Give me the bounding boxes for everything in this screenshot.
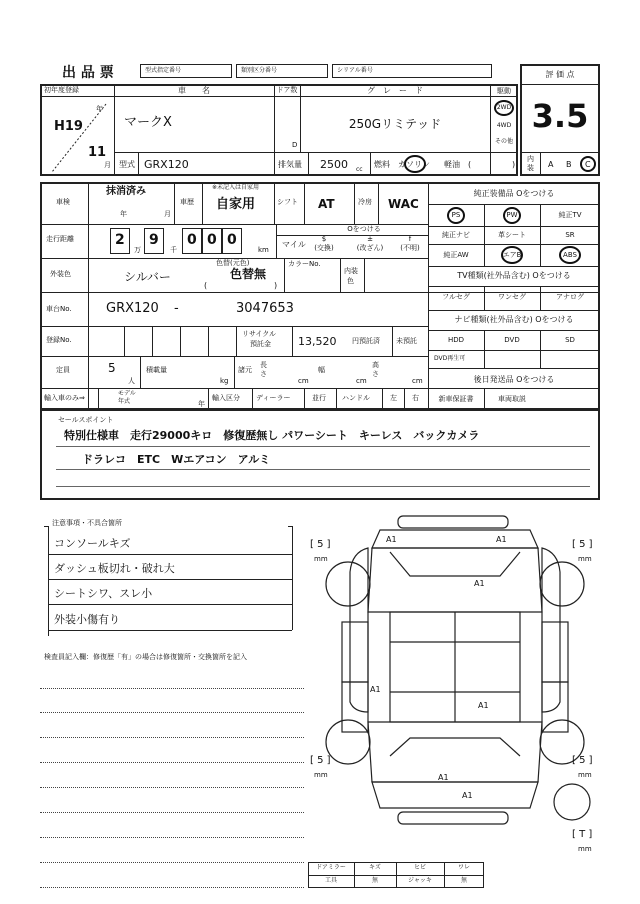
model-cert-no-label: 型式指定番号 (145, 67, 182, 74)
tire-fl: [ 5 ] (310, 539, 331, 550)
note-item-4: 外装小傷有り (54, 613, 120, 626)
history-note: ※未記入は自家用 (212, 184, 260, 191)
shaken-month: 月 (164, 210, 171, 218)
chassis-label: 車台No. (46, 305, 72, 313)
import-class-label: 輸入区分 (212, 394, 240, 402)
color-change-label: 色替(元色) (216, 259, 250, 267)
tv-title: TV種類(社外品含む) Oをつける (457, 271, 571, 280)
first-reg-label: 初年度登録 (44, 86, 79, 94)
acc-scratch: キズ (369, 864, 381, 871)
import-label: 輸入車のみ⇒ (44, 394, 85, 402)
first-reg-year-unit: 年 (96, 105, 103, 113)
interior-b: B (566, 160, 572, 169)
color-paren-l: ( (204, 281, 208, 290)
equipment-title: 純正装備品 Oをつける (473, 189, 555, 198)
chassis-dash: - (174, 301, 179, 316)
tire-fr: [ 5 ] (572, 539, 593, 550)
capacity-unit: 人 (128, 377, 135, 385)
mileage-digit-5: 0 (227, 232, 237, 248)
acc-mirror: ドアミラー (316, 864, 346, 871)
navi-dvd: DVD (504, 336, 520, 344)
rating-value: 3.5 (531, 97, 589, 135)
equip-abs: ABS (563, 251, 577, 259)
drive-4wd: 4WD (496, 122, 512, 129)
rating-label: 評 価 点 (545, 70, 575, 79)
sen-unit: 千 (170, 246, 177, 254)
note-item-2: ダッシュ板切れ・破れ大 (54, 562, 175, 575)
shaken-year: 年 (120, 210, 127, 218)
first-reg-slash (40, 96, 114, 176)
damage-mark-4: A1 (370, 685, 381, 694)
model-year-unit: 年 (198, 400, 205, 408)
capacity-value: 5 (108, 361, 116, 375)
shaken-label: 車検 (56, 198, 70, 206)
note-item-3: シートシワ、スレ小 (54, 587, 153, 600)
equip-abs-circle (559, 246, 581, 264)
equip-tv: 純正TV (558, 211, 582, 219)
grade-value: 250Gリミテッド (348, 117, 442, 131)
fuel-gas: ガソリン (398, 160, 430, 169)
sales-points-label: セールスポイント (58, 416, 114, 424)
acc-jack-value: 無 (460, 877, 467, 884)
displacement-label: 排気量 (278, 160, 302, 169)
height-cm-unit: cm (412, 377, 423, 385)
kg-unit: kg (220, 377, 229, 385)
tire-rr-unit: mm (578, 771, 592, 779)
interior-color-label-2: 色 (347, 277, 354, 285)
chassis-number: 3047653 (236, 301, 294, 316)
tire-rl: [ 5 ] (310, 755, 331, 766)
first-reg-month: 11 (88, 145, 107, 160)
damage-mark-2: A1 (496, 535, 507, 544)
name-value: マークX (124, 115, 172, 130)
interior-color-label-1: 内装 (344, 267, 358, 275)
inspector-label: 検査員記入欄：修復歴「有」の場合は修復箇所・交換箇所を記入 (44, 653, 247, 661)
dealer-label: ディーラー (256, 394, 291, 402)
serial-no-label: シリアル番号 (337, 67, 373, 74)
fuel-label: 燃料 (374, 160, 390, 169)
acc-tools-value: 無 (371, 877, 378, 884)
recycle-unpaid: 未預託 (396, 337, 417, 345)
first-reg-month-unit: 月 (104, 161, 111, 169)
interior-c-circle (580, 156, 596, 172)
model-value: GRX120 (144, 158, 189, 171)
tire-spare-unit: mm (578, 845, 592, 853)
mileage-digit-1: 2 (115, 232, 125, 248)
tire-rl-unit: mm (314, 771, 328, 779)
acc-break: ワレ (457, 864, 470, 871)
damage-mark-5: A1 (478, 701, 489, 710)
fuel-gas-circle (404, 155, 426, 173)
color-value: シルバー (124, 270, 171, 284)
doors-label: ドア数 (276, 86, 298, 94)
dvd-label: DVD再生可 (434, 355, 466, 362)
damage-mark-6: A1 (438, 773, 449, 782)
length-cm-unit: cm (298, 377, 309, 385)
class-no-label: 類別区分番号 (241, 67, 278, 74)
meter-exchange-sym: $ (321, 235, 327, 243)
notes-label: 注意事項・不具合箇所 (52, 519, 122, 527)
tire-spare: [ T ] (572, 829, 593, 840)
damage-mark-7: A1 (462, 791, 473, 800)
later-manual: 車両取説 (498, 395, 526, 403)
recycle-paid: 円預託済 (352, 337, 380, 345)
navi-hdd: HDD (447, 336, 465, 344)
meter-exchange: (交換) (314, 244, 334, 252)
sales-points-line-2: ドラレコ ETC Wエアコン アルミ (82, 453, 271, 466)
mileage-digit-2: 9 (149, 232, 159, 248)
fuel-paren-l: ( (468, 160, 472, 169)
damage-mark-1: A1 (386, 535, 397, 544)
reg-no-label: 登録No. (46, 336, 72, 344)
meter-unknown-sym: f (408, 235, 412, 243)
drive-2wd: 2WD (496, 104, 512, 111)
later-title: 後日発送品 Oをつける (473, 375, 555, 384)
fuel-paren-r: ) (512, 160, 516, 169)
interior-a: A (548, 160, 554, 169)
ac-value: WAC (388, 197, 419, 211)
sales-points-line-1: 特別仕様車 走行29000キロ 修復歴無し パワーシート キーレス バックカメラ (64, 429, 480, 442)
meter-altered-sym: ± (367, 235, 373, 243)
dims-label: 諸元 (238, 366, 252, 374)
navi-title: ナビ種類(社外品含む) Oをつける (454, 315, 574, 324)
tv-analog: アナログ (556, 293, 584, 301)
recycle-value: 13,520 (298, 335, 337, 348)
model-year-label-2: 年式 (118, 398, 131, 405)
mileage-digit-3: 0 (187, 232, 197, 248)
later-warranty: 新車保証書 (438, 395, 474, 403)
damage-mark-3: A1 (474, 579, 485, 588)
color-paren-r: ) (274, 281, 278, 290)
meter-unknown: (不明) (400, 244, 420, 252)
km-unit: km (258, 246, 269, 254)
equip-pw-circle (503, 207, 521, 224)
sheet-title: 出 品 票 (62, 65, 114, 81)
shaken-value: 抹消済み (106, 186, 146, 197)
left-label: 左 (390, 394, 397, 402)
width-cm-unit: cm (356, 377, 367, 385)
equip-leather: 革シート (498, 231, 526, 239)
interior-c: C (585, 160, 591, 169)
navi-sd: SD (565, 336, 575, 344)
mileage-digit-4: 0 (207, 232, 217, 248)
height-label-2: さ (372, 370, 379, 378)
model-year-label-1: モデル (118, 390, 136, 397)
displacement-value: 2500 (320, 158, 348, 171)
man-unit: 万 (134, 246, 141, 254)
recycle-label-2: 預託金 (250, 340, 271, 348)
height-label-1: 高 (372, 361, 379, 369)
grade-label: グ レ ー ド (367, 86, 423, 95)
chassis-model: GRX120 (106, 301, 159, 316)
tire-fr-unit: mm (578, 555, 592, 563)
car-diagram (310, 512, 600, 858)
equip-ps-circle (447, 207, 465, 224)
tire-rr: [ 5 ] (572, 755, 593, 766)
meter-altered: (改ざん) (356, 244, 384, 252)
color-no-label: カラーNo. (288, 260, 321, 268)
interior-label-2: 装 (527, 164, 534, 172)
equip-airbag: エアB (502, 251, 522, 259)
interior-label-1: 内 (527, 155, 534, 163)
drive-other: その他 (494, 138, 513, 145)
circle-note: Oをつける (347, 225, 381, 233)
history-value: 自家用 (216, 197, 256, 212)
ac-label: 冷房 (358, 198, 372, 206)
drive-label: 駆動 (497, 87, 511, 95)
fuel-diesel: 軽油 (444, 160, 460, 169)
color-label: 外装色 (50, 270, 71, 278)
equip-pw: PW (506, 211, 518, 219)
equip-ps: PS (451, 211, 461, 219)
shift-label: シフト (277, 198, 298, 206)
name-label: 車 名 (178, 86, 210, 95)
load-label: 積載量 (146, 366, 167, 374)
mileage-label: 走行距離 (46, 235, 74, 243)
right-label: 右 (412, 394, 419, 402)
color-change-value: 色替無 (230, 267, 267, 281)
doors-value: D (292, 141, 298, 149)
equip-airbag-circle (501, 246, 523, 264)
equip-sr: SR (565, 231, 575, 239)
handle-label: ハンドル (342, 394, 370, 402)
acc-jack: ジャッキ (408, 877, 432, 884)
capacity-label: 定員 (56, 366, 70, 374)
width-label: 幅 (318, 366, 325, 374)
cc-unit: cc (356, 166, 363, 173)
tv-oneseg: ワンセグ (498, 293, 526, 301)
history-label: 車歴 (180, 198, 194, 206)
parallel-label: 並行 (312, 394, 326, 402)
note-item-1: コンソールキズ (54, 537, 131, 550)
equip-navi: 純正ナビ (442, 231, 470, 239)
model-label: 型式 (119, 160, 135, 169)
length-label-1: 長 (260, 361, 267, 369)
equip-aw: 純正AW (443, 251, 469, 259)
tv-fullseg: フルセグ (442, 293, 470, 301)
mile-label: マイル (282, 240, 306, 249)
acc-crack: ヒビ (413, 864, 426, 871)
shift-value: AT (318, 197, 335, 211)
acc-tools: 工具 (324, 877, 337, 884)
first-reg-year: H19 (54, 119, 83, 134)
recycle-label-1: リサイクル (242, 330, 277, 338)
tire-fl-unit: mm (314, 555, 328, 563)
length-label-2: さ (260, 370, 267, 378)
